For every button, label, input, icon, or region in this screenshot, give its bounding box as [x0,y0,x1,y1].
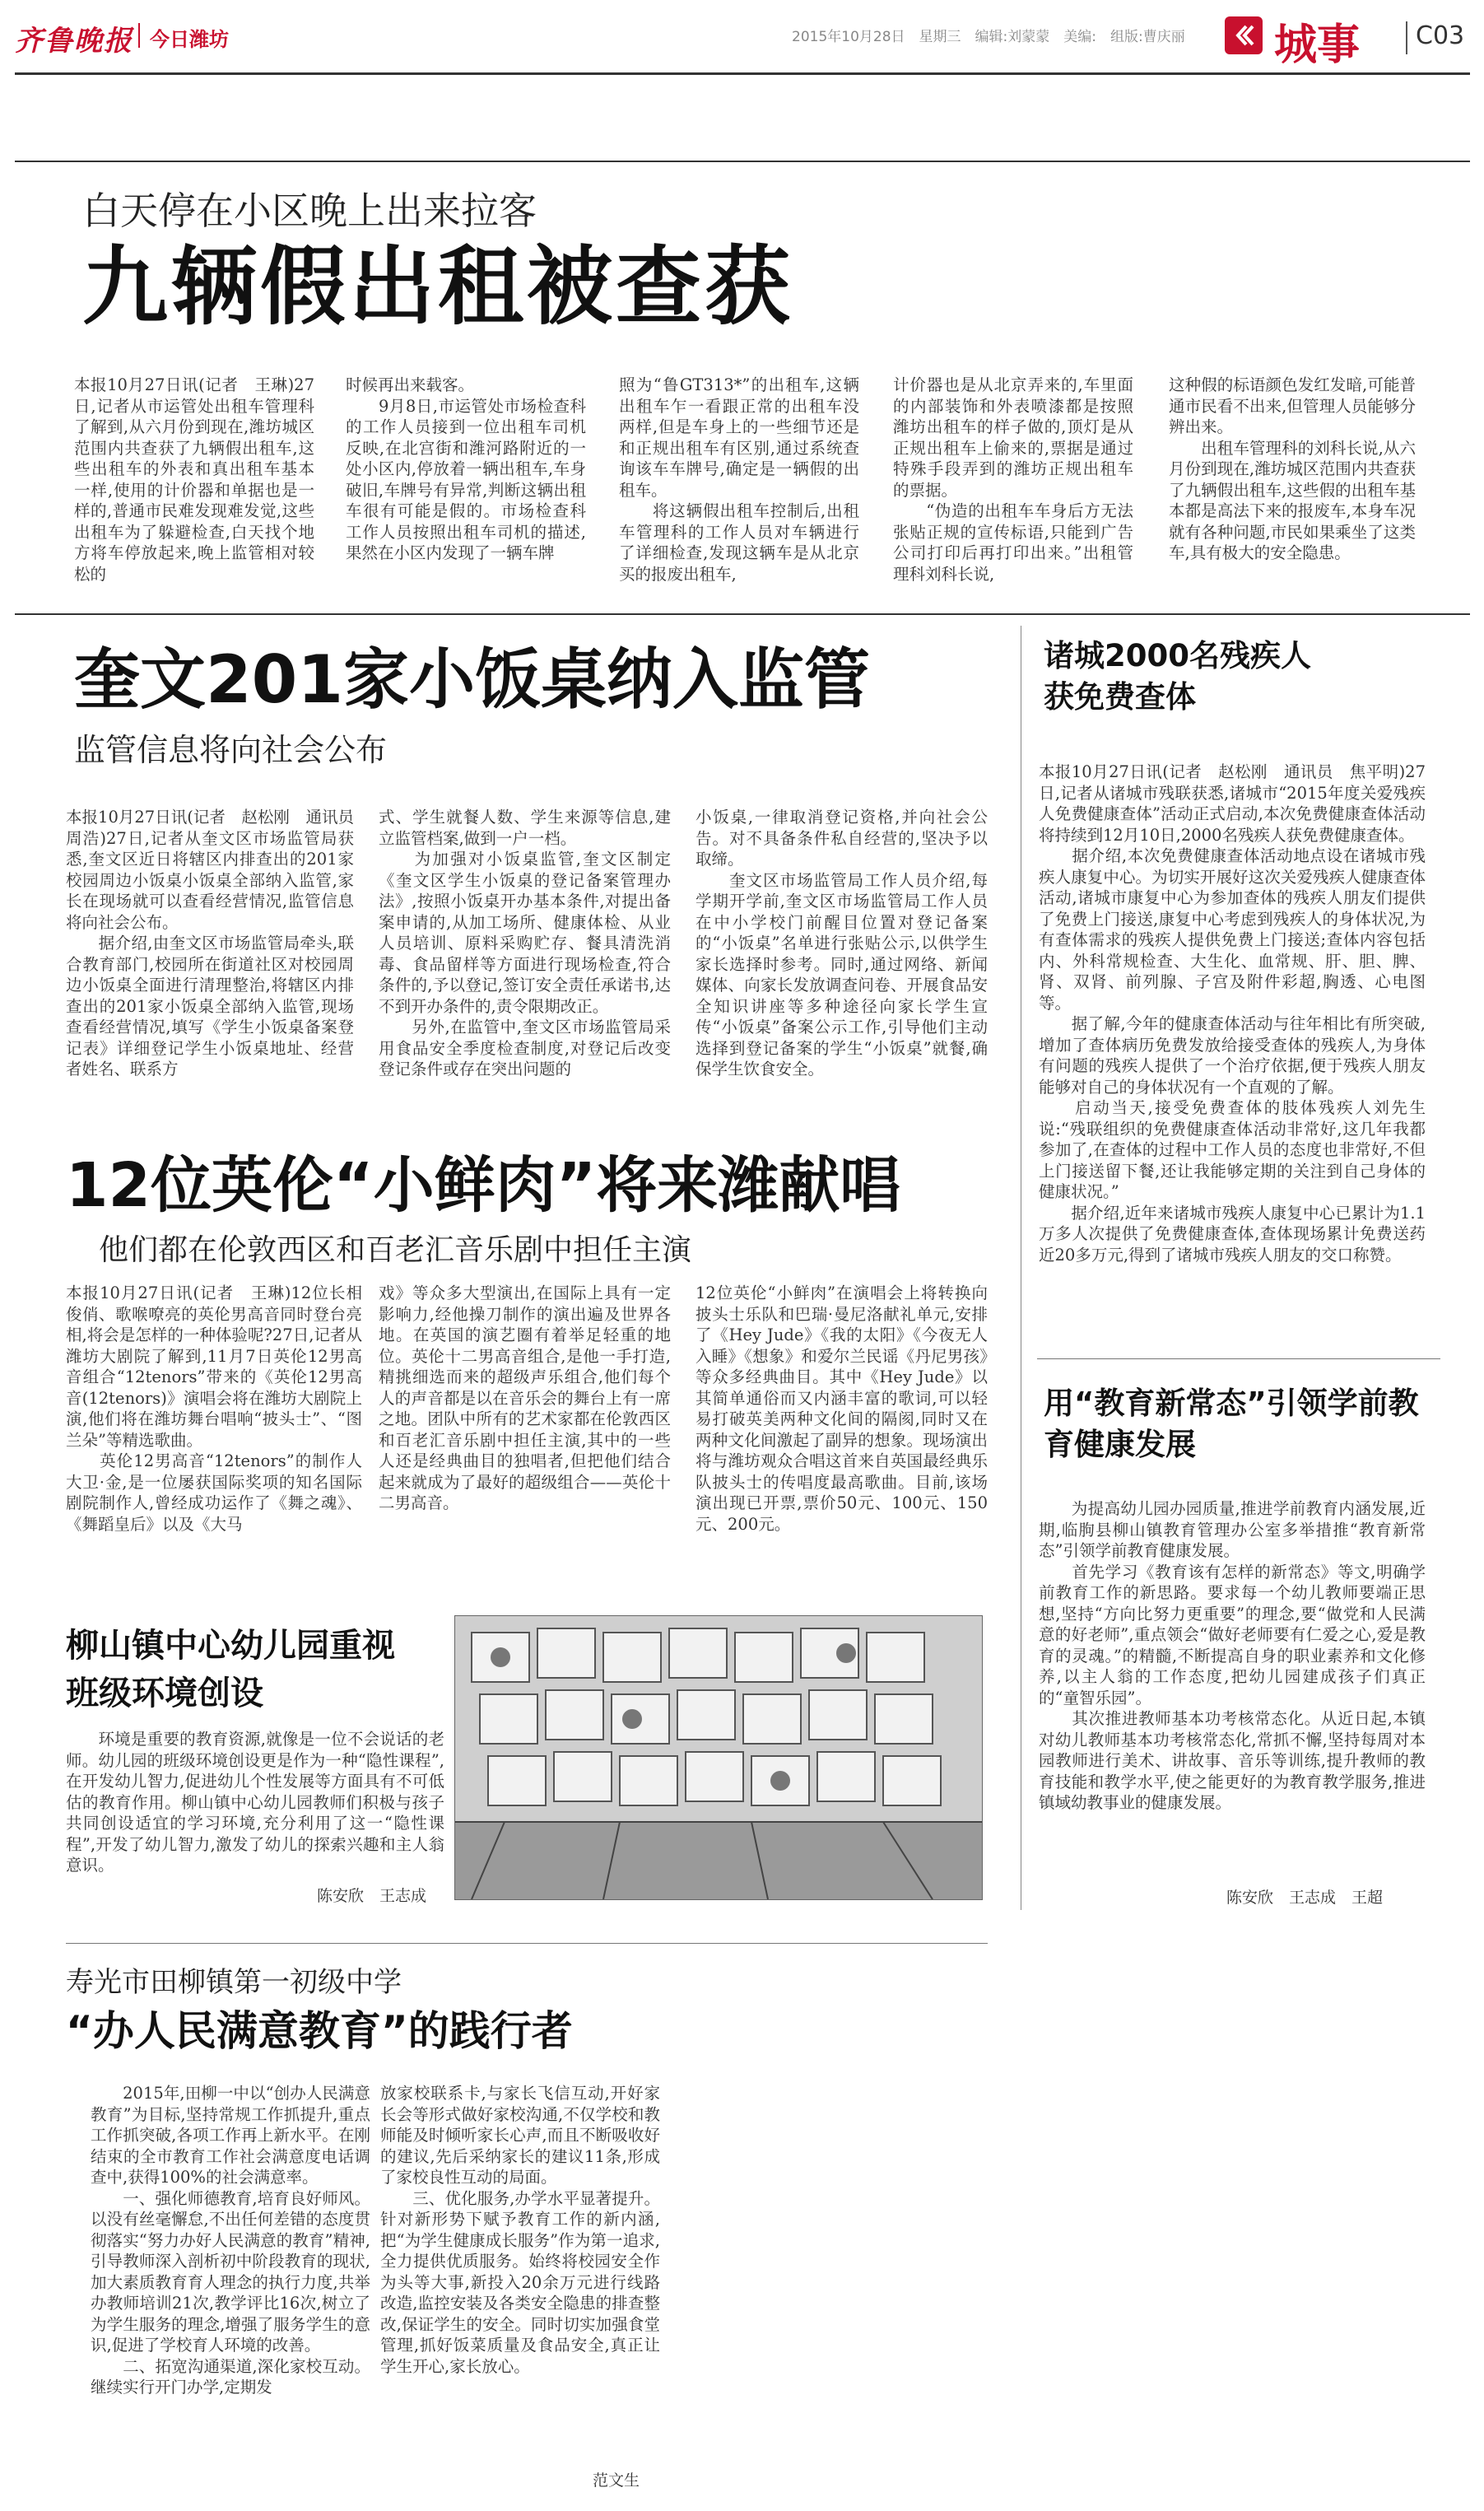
article-1-title: 九辆假出租被查获 [82,236,794,337]
article-3-subtitle: 他们都在伦敦西区和百老汇音乐剧中担任主演 [99,1233,692,1267]
article-3-col-1: 本报10月27日讯(记者 王琳)12位长相俊俏、歌喉嘹亮的英伦男高音同时登台亮相,将会是怎样的一种体验呢?27日,记者从潍坊大剧院了解到,11月7日英伦12男高音组合“12tenors”带来的《英伦12男高音(12tenors)》演唱会将在潍坊大剧院上演,他们将在潍坊舞台唱响“披头士”、“图兰朵”等精选歌曲。 英伦12男高音“12tenors”的制作人大卫·金,是一位屡获国际奖项的知名国际剧院制作人,曾经成功运作了《舞之魂》、《舞蹈皇后》以及《大马 [66,1283,362,1534]
logo-divider [138,23,140,48]
article-1-top-rule [15,161,1470,162]
article-5-credit: 范文生 [593,2471,640,2490]
sidebar-1-body: 本报10月27日讯(记者 赵松刚 通讯员 焦平明)27日,记者从诸城市残联获悉,诸城市“2015年度关爱残疾人免费健康查体”活动正式启动,本次免费健康查体活动将持续到12月10日,2000名残疾人获免费健康查体。 据介绍,本次免费健康查体活动地点设在诸城市残疾人康复中心。为切实开展好这次关爱残疾人健康查体活动,诸城市康复中心为参加查体的残疾人朋友们提供了免费上门接送,康复中心考虑到残疾人的身体状况,为有查体需求的残疾人提供免费上门接送;查体内容包括内、外科常规检查、大生化、血常规、肝、胆、脾、肾、双肾、前列腺、子宫及附件彩超,胸透、心电图等。 据了解,今年的健康查体活动与往年相比有所突破,增加了查体病历免费发放给接受查体的残疾人,为身体有问题的残疾人提供了一个治疗依据,便于残疾人朋友能够对自己的身体状况有一个直观的了解。 启动当天,接受免费查体的肢体残疾人刘先生说:“残联组织的免费健康查体活动非常好,这几年我都参加了,在查体的过程中工作人员的态度也非常好,不但上门接送留下餐,还让我能够定期的关注到自己身体的健康状况。” 据介绍,近年来诸城市残疾人康复中心已累计为1.1万多人次提供了免费健康查体,查体现场累计免费送药近20多万元,得到了诸城市残疾人朋友的交口称赞。 [1039,762,1426,1265]
article-5-kicker: 寿光市田柳镇第一初级中学 [66,1966,402,1999]
article-1-col-3: 照为“鲁GT313*”的出租车,这辆出租车乍一看跟正常的出租车没两样,但是车身上的一些细节还是和正规出租车有区别,通过系统查询该车车牌号,确定是一辆假的出租车。 将这辆假出租车控制后,出租车管理科的工作人员对车辆进行了详细检查,发现这辆车是从北京买的报废出租车, [619,375,859,584]
sidebar-2-credit: 陈安欣 王志成 王超 [1226,1889,1384,1907]
article-5-title: “办人民满意教育”的践行者 [66,2007,573,2055]
article-3-col-3: 12位英伦“小鲜肉”在演唱会上将转换向披头士乐队和巴瑞·曼尼洛献礼单元,安排了《Hey Jude》《我的太阳》《今夜无人入睡》《想象》和爱尔兰民谣《丹尼男孩》等众多经典曲目。其中《Hey Jude》以其简单通俗而又内涵丰富的歌词,可以轻易打破英美两种文化间的隔阂,同时又在两种文化间激起了副异的想象。现场演出将与潍坊观众合唱这首来自英国最经典乐队披头士的传唱度最高歌曲。目前,该场演出现已开票,票价50元、100元、150元、200元。 [695,1283,988,1534]
article-2-title: 奎文201家小饭桌纳入监管 [74,641,870,718]
article-2-col-1: 本报10月27日讯(记者 赵松刚 通讯员 周浩)27日,记者从奎文区市场监管局获悉,奎文区近日将辖区内排查出的201家校园周边小饭桌小饭桌全部纳入监管,家长在现场就可以查看经营情况,监管信息将向社会公布。 据介绍,由奎文区市场监管局牵头,联合教育部门,校园所在街道社区对校园周边小饭桌全面进行清理整治,将辖区内排查出的201家小饭桌全部纳入监管,现场查看经营情况,填写《学生小饭桌备案登记表》详细登记学生小饭桌地址、经营者姓名、联系方 [66,808,354,1078]
article-1-col-5: 这种假的标语颜色发红发暗,可能普通市民看不出来,但管理人员能够分辨出来。 出租车管理科的刘科长说,从六月份到现在,潍坊城区范围内共查获了九辆假出租车,这些假的出租车基本都是高法下来的报废车,本身车况就有各种问题,市民如果乘坐了这类车,具有极大的安全隐患。 [1169,375,1416,562]
date-line: 2015年10月28日 星期三 编辑:刘蒙蒙 美编: 组版:曹庆丽 [792,29,1185,45]
article-1-col-2: 时候再出来载客。 9月8日,市运管处市场检查科的工作人员接到一位出租车司机反映,在北宫街和潍河路附近的一处小区内,停放着一辆出租车,车身破旧,车牌号有异常,判断这辆出租车很有可能是假的。市场检查科工作人员按照出租车司机的描述,果然在小区内发现了一辆车牌 [346,375,586,562]
sidebar-1-title: 诸城2000名残疾人获免费查体 [1044,638,1311,715]
sidebar-2-title: 用“教育新常态”引领学前教育健康发展 [1044,1386,1419,1462]
article-1-bottom-rule [15,613,1470,615]
paper-name-logo: 齐鲁晚报 [15,25,133,58]
article-4-title: 柳山镇中心幼儿园重视班级环境创设 [66,1627,395,1712]
article-4-credit: 陈安欣 王志成 [317,1887,427,1905]
article-1-kicker: 白天停在小区晚上出来拉客 [82,189,537,233]
article-4-body: 环境是重要的教育资源,就像是一位不会说话的老师。幼儿园的班级环境创设更是作为一种“隐性课程”,在开发幼儿智力,促进幼儿个性发展等方面具有不可低估的教育作用。柳山镇中心幼儿园教师们积极与孩子共同创设适宜的学习环境,充分利用了这一“隐性课程”,开发了幼儿智力,激发了幼儿的探索兴趣和主人翁意识。 [66,1730,444,1875]
article-2-col-3: 小饭桌,一律取消登记资格,并向社会公告。对不具备条件私自经营的,坚决予以取缔。 奎文区市场监管局工作人员介绍,每学期开学前,奎文区市场监管局工作人员在中小学校门前醒目位置对登记备案的“小饭桌”名单进行张贴公示,以供学生家长选择时参考。同时,通过网络、新闻媒体、向家长发放调查问卷、开展食品安全知识讲座等多种途径向家长学生宣传“小饭桌”备案公示工作,引导他们主动选择到登记备案的学生“小饭桌”就餐,确保学生饮食安全。 [695,808,988,1078]
article-5-top-rule [66,1943,988,1944]
page-number: C03 [1416,21,1465,50]
page-number-divider [1406,21,1407,54]
article-2-subtitle: 监管信息将向社会公布 [74,732,388,768]
masthead [0,0,1484,74]
article-3-title: 12位英伦“小鲜肉”将来潍献唱 [66,1150,901,1221]
classroom-photo [454,1615,983,1900]
double-chevron-left-icon [1225,16,1263,54]
sidebar-rule [1037,1358,1440,1359]
sidebar-2-body: 为提高幼儿园办园质量,推进学前教育内涵发展,近期,临朐县柳山镇教育管理办公室多举措推“教育新常态”引领学前教育健康发展。 首先学习《教育该有怎样的新常态》等文,明确学前教育工作的新思路。要求每一个幼儿教师要端正思想,坚持“方向比努力更重要”的理念,要“做党和人民满意的好老师”,重点领会“做好老师要有仁爱之心,爱是教育的灵魂。”的精髓,不断提高自身的职业素养和文化修养,以主人翁的工作态度,把幼儿园建成孩子们真正的“童智乐园”。 其次推进教师基本功考核常态化。从近日起,本镇对幼儿教师基本功考核常态化,常抓不懈,坚持每周对本园教师进行美术、讲故事、音乐等训练,提升教师的教育技能和教学水平,使之能更好的为教育教学服务,推进镇域幼教事业的健康发展。 [1039,1499,1426,1812]
header-rule [15,72,1470,75]
article-5-col-2: 放家校联系卡,与家长飞信互动,开好家长会等形式做好家校沟通,不仅学校和教师能及时倾听家长心声,而且不断吸收好的建议,先后采纳家长的建议11条,形成了家校良性互动的局面。 三、优化服务,办学水平显著提升。针对新形势下赋予教育工作的新内涵,把“为学生健康成长服务”作为第一追求,全力提供优质服务。始终将校园安全作为头等大事,新投入20余万元进行线路改造,监控安装及各类安全隐患的排查整改,保证学生的安全。同时切实加强食堂管理,抓好饭菜质量及食品安全,真正让学生开心,家长放心。 [380,2084,660,2376]
article-1-col-4: 计价器也是从北京弄来的,车里面的内部装饰和外表喷漆都是按照潍坊出租车的样子做的,顶灯是从正规出租车上偷来的,票据是通过特殊手段弄到的潍坊正规出租车的票据。 “伪造的出租车车身后方无法张贴正规的宣传标语,只能到广告公司打印后再打印出来。”出租管理科刘科长说, [893,375,1133,584]
article-3-col-2: 戏》等众多大型演出,在国际上具有一定影响力,经他操刀制作的演出遍及世界各地。在英国的演艺圈有着举足轻重的地位。英伦十二男高音组合,是他一手打造,精挑细选而来的超级声乐组合,他们每个人的声音都是以在音乐会的舞台上有一席之地。团队中所有的艺术家都在伦敦西区和百老汇音乐剧中担任主演,其中的一些人还是经典曲目的独唱者,但把他们结合起来就成为了最好的超级组合——英伦十二男高音。 [379,1283,671,1512]
article-5-col-1: 2015年,田柳一中以“创办人民满意教育”为目标,坚持常规工作抓提升,重点工作抓突破,各项工作再上新水平。在刚结束的全市教育工作社会满意度电话调查中,获得100%的社会满意率。 一、强化师德教育,培育良好师风。以没有丝毫懈怠,不出任何差错的态度贯彻落实“努力办好人民满意的教育”精神,引导教师深入剖析初中阶段教育的现状,加大素质教育育人理念的执行力度,共举办教师培训21次,教学评比16次,树立了为学生服务的理念,增强了服务学生的意识,促进了学校育人环境的改善。 二、拓宽沟通渠道,深化家校互动。继续实行开门办学,定期发 [91,2084,370,2397]
section-name: 城事 [1274,21,1361,70]
section-label: 今日潍坊 [150,28,229,51]
article-2-col-2: 式、学生就餐人数、学生来源等信息,建立监管档案,做到一户一档。 为加强对小饭桌监管,奎文区制定《奎文区学生小饭桌的登记备案管理办法》,按照小饭桌开办基本条件,对提出备案申请的,从加工场所、健康体检、从业人员培训、原料采购贮存、餐具清洗消毒、食品留样等方面进行现场检查,符合条件的,予以登记,签订安全责任承诺书,达不到开办条件的,责令限期改正。 另外,在监管中,奎文区市场监管局采用食品安全季度检查制度,对登记后改变登记条件或存在突出问题的 [379,808,671,1078]
article-1-col-1: 本报10月27日讯(记者 王琳)27日,记者从市运管处出租车管理科了解到,从六月份到现在,潍坊城区范围内共查获了九辆假出租车,这些出租车的外表和真出租车基本一样,使用的计价器和单据也是一样的,普通市民难发现难发觉,这些出租车为了躲避检查,白天找个地方将车停放起来,晚上监管相对较松的 [74,375,314,584]
